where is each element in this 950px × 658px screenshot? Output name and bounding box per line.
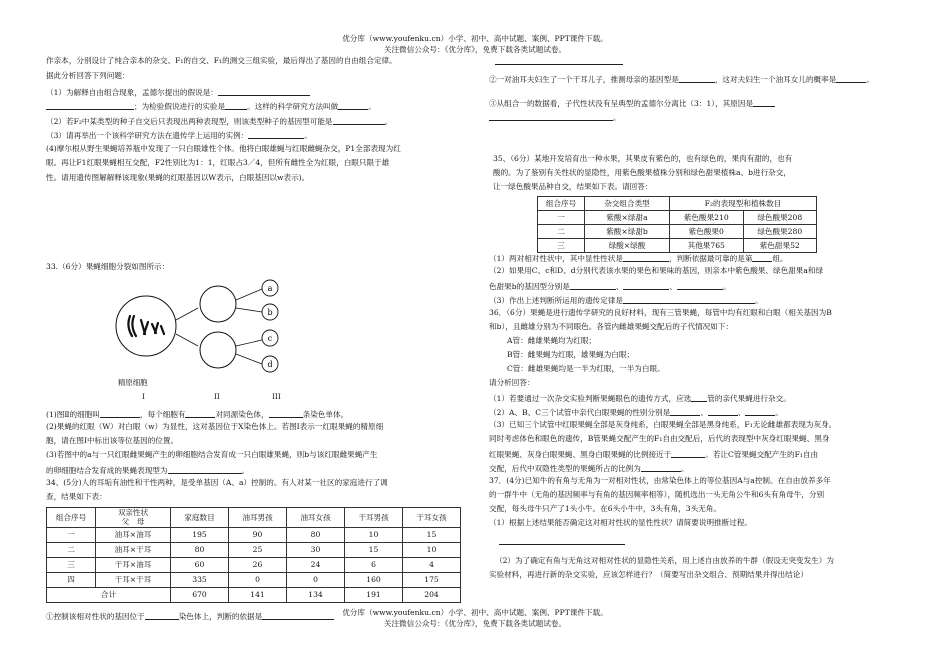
q36-3-text-d: 。若让C管果蝇交配产生的F₁自由	[705, 450, 819, 459]
q33-1-text-c: 对同源染色体，	[215, 410, 269, 419]
q36-3-text-e: 交配，后代中双隐性类型的果蝇所占的比例为	[489, 464, 641, 473]
question-32-1	[46, 86, 310, 99]
question-36-tube-c: C管：雌雄果蝇均是一半为红眼，一半为白眼。	[507, 364, 665, 373]
table-cell: 134	[287, 587, 345, 602]
answer-blank	[168, 464, 242, 474]
answer-blank	[641, 462, 681, 472]
answer-blank	[671, 448, 705, 458]
cell-division-figure	[112, 278, 372, 388]
table-header-row	[538, 197, 817, 211]
question-36-line-1: 36．（6分）果蝇是进行遗传学研究的良好材料，现有三管果蝇，每管中均有红眼和白眼（相关基因为B	[489, 308, 832, 317]
table-cell: 10	[345, 527, 403, 542]
question-34-line-2: 查，结果如下表：	[46, 492, 107, 501]
table-cell: 26	[229, 557, 287, 572]
q34-2-end: 。	[866, 75, 874, 84]
question-34-3-cont	[489, 111, 621, 124]
stage-label-3: III	[272, 392, 281, 401]
fruit-cross-table	[537, 196, 817, 253]
answer-blank	[708, 406, 738, 416]
arrow-line	[236, 289, 262, 300]
table-row	[47, 572, 461, 587]
question-32-4-line-3: 性。请用遗传图解解释该现象(果蝇的红眼基因以W表示，白眼基因以w表示)。	[46, 173, 310, 182]
table-cell: 335	[171, 572, 229, 587]
answer-blank	[836, 73, 866, 83]
header-line-1: 优分库（www.youfenku.cn）小学、初中、高中试题、案例、PPT课件下载。	[342, 34, 608, 43]
arrow-line	[236, 308, 262, 312]
answer-blank	[677, 280, 723, 290]
q34-2-text-a: ②一对油耳夫妇生了一个干耳儿子，推测母亲的基因型是	[489, 75, 679, 84]
table-cell: 4	[403, 557, 461, 572]
question-33-1	[46, 408, 348, 421]
table-cell: 15	[345, 542, 403, 557]
table-header-row	[47, 508, 461, 528]
table-header-cell: 油耳男孩	[229, 508, 287, 528]
q34-1-text-b: 染色体上，判断的依据是	[178, 612, 263, 621]
footer-line-2: 关注微信公众号：《优分库》，免费下载各类试题试卷。	[383, 618, 567, 628]
answer-blank	[670, 406, 700, 416]
secondary-cell-top	[200, 286, 236, 322]
table-cell: 干耳×油耳	[96, 557, 171, 572]
q32-3-text: （3）请再举出一个该科学研究方法在遗传学上运用的实例：	[46, 131, 249, 140]
answer-blank	[623, 294, 755, 304]
table-cell: 175	[403, 572, 461, 587]
answer-blank	[100, 408, 140, 418]
table-total-row	[47, 587, 461, 602]
answer-blank	[225, 100, 247, 110]
table-cell: 干耳×干耳	[96, 572, 171, 587]
table-cell: 191	[345, 587, 403, 602]
q32-1-text-c: 。这样的科学研究方法叫做	[247, 102, 339, 111]
answer-blank	[753, 97, 775, 107]
header-parents-line-2: 父 母	[121, 517, 145, 527]
q34-1-text-a: ①控制该相对性状的基因位于	[46, 612, 145, 621]
table-cell: 24	[287, 557, 345, 572]
answer-blank	[46, 100, 134, 110]
table-cell: 25	[229, 542, 287, 557]
table-header-cell	[96, 508, 171, 528]
table-cell: 其他果765	[670, 239, 744, 253]
question-36-line-2: 和b），且雌雄分别为不同眼色。各管内雌雄果蝇交配后的子代情况如下：	[489, 322, 734, 331]
table-row	[538, 225, 817, 239]
question-36-ask: 请分析回答：	[489, 378, 535, 387]
q34-3-text: ③从组合一的数据看，子代性状没有呈典型的孟德尔分离比（3：1），其原因是	[489, 99, 754, 108]
table-cell: 204	[403, 587, 461, 602]
q33-1-text-b: ，每个细胞有	[139, 410, 186, 419]
table-cell: 0	[229, 572, 287, 587]
question-36-tube-b: B管：雌果蝇为红眼，雄果蝇为白眼；	[507, 350, 635, 359]
table-cell: 30	[287, 542, 345, 557]
table-header-cell: 油耳女孩	[287, 508, 345, 528]
table-header-cell: 组合序号	[47, 508, 96, 528]
question-33-title: 33.（6分）果蝇细胞分裂如图所示：	[46, 262, 170, 271]
q32-1-end: 。	[368, 102, 376, 111]
answer-line	[495, 64, 623, 65]
question-37-2-line-2: 实验材料，再进行新的杂交实验，应该怎样进行？（简要写出杂交组合、预期结果并得出结论）	[489, 570, 808, 579]
table-cell: 紫酸×绿甜b	[585, 225, 670, 239]
stage-label-1: I	[142, 392, 145, 401]
table-cell: 90	[229, 527, 287, 542]
table-cell: 10	[403, 542, 461, 557]
q32-2-text: （2）若F₂中某类型的种子自交后只表现出两种表现型，则该类型种子的基因型可能是	[46, 117, 333, 126]
q35-1-end: 组。	[772, 254, 788, 263]
q32-1-text: （1）为解释自由组合现象，孟德尔提出的假说是：	[46, 88, 218, 97]
answer-blank	[623, 280, 669, 290]
table-cell: 160	[345, 572, 403, 587]
table-row	[47, 527, 461, 542]
q34-3-end: 。	[613, 113, 621, 122]
question-35-2-line-2: 色甜果b的基因型分别是 、 、 。	[489, 282, 731, 291]
table-header-cell: F₂的表现型和植株数目	[670, 197, 817, 211]
table-cell: 合计	[47, 587, 171, 602]
table-cell: 紫色酸果210	[670, 211, 744, 225]
question-33-3-line-1: (3)若图中的a与一只红眼雌果蝇产生的卵细胞结合发育成一只白眼雄果蝇，则b与该红眼雌果蝇产生	[46, 450, 378, 459]
table-cell: 一	[47, 527, 96, 542]
table-cell: 一	[538, 211, 585, 225]
table-header-cell: 杂交组合类型	[585, 197, 670, 211]
table-header-cell: 干耳男孩	[345, 508, 403, 528]
answer-blank	[269, 408, 303, 418]
q35-3-text: （3）作出上述判断所运用的遗传定律是	[489, 296, 623, 305]
question-36-3-line-4	[489, 462, 688, 475]
table-header-cell: 家庭数目	[171, 508, 229, 528]
answer-blank	[489, 111, 613, 121]
question-35-3: （3）作出上述判断所运用的遗传定律是 。	[489, 296, 763, 305]
question-35-1	[489, 252, 788, 265]
table-cell: 三	[538, 239, 585, 253]
question-34-2	[489, 73, 874, 86]
table-cell: 二	[538, 225, 585, 239]
q32-3-end: 。	[304, 131, 312, 140]
question-36-tube-a: A管：雌雄果蝇均为红眼；	[507, 336, 597, 345]
question-35-2-line-1: （2）如果用C、c和D、d分别代表该水果的果色和果味的基因，则亲本中紫色酸果、绿色甜果a和绿	[489, 266, 824, 275]
table-cell: 油耳×油耳	[96, 527, 171, 542]
question-32-1-cont	[46, 100, 376, 113]
q36-2-text: （2）A、B、C三个试管中亲代白眼果蝇的性别分别是	[489, 408, 671, 417]
page-footer	[0, 608, 950, 629]
table-cell: 紫色酸果0	[670, 225, 744, 239]
arrow-line	[176, 334, 198, 346]
q33-1-text-a: (1)图Ⅱ的细胞叫	[46, 410, 100, 419]
question-33-2-line-1: (2)果蝇的红眼（W）对白眼（w）为显性，这对基因位于X染色体上。若图Ⅰ表示一红眼果蝇的精原细	[46, 422, 384, 431]
question-32-4-line-2: 眼。再让F1红眼果蝇相互交配，F2性别比为1：1，红眼占3／4，但所有雌性全为红眼，白眼只限于雄	[46, 158, 390, 167]
q36-1-text-b: 管的亲代果蝇进行杂交。	[707, 394, 791, 403]
question-33-2-line-2: 胞，请在图Ⅰ中标出该等位基因的位置。	[46, 436, 179, 445]
table-cell: 紫酸×绿甜a	[585, 211, 670, 225]
table-cell: 油耳×干耳	[96, 542, 171, 557]
question-33-3-line-2	[46, 464, 249, 477]
label-a: a	[267, 284, 273, 293]
table-cell: 三	[47, 557, 96, 572]
chromosomes-icon	[128, 316, 164, 336]
q33-1-text-d: 条染色单体。	[302, 410, 349, 419]
table-cell: 80	[171, 542, 229, 557]
q35-1-text-b: ，判断依据最可靠的是第	[668, 254, 753, 263]
question-36-3-line-2: 同时考虑体色和眼色的遗传，B管果蝇交配产生的F₁自由交配后，后代的表现型中灰身红眼果蝇、黑身	[489, 434, 830, 443]
q36-1-text-a: （1）若要通过一次杂交实验判断果蝇眼色的遗传方式，应选	[489, 394, 692, 403]
intro-line-1: 作亲本，分别设计了纯合亲本的杂交、F₁的自交、F₁的测交三组实验，最后得出了基因的自由组合定律。	[46, 56, 397, 65]
question-37-line-1: 37．(4分)已知牛的有角与无角为一对相对性状，由常染色体上的等位基因A与a控制。在自由放养多年	[489, 476, 831, 485]
question-37-line-3: 交配，每头母牛只产了1头小牛。在6头小牛中，3头有角，3头无角。	[489, 504, 721, 513]
q35-2-text: 色甜果b的基因型分别是	[489, 282, 570, 291]
header-line-2: 关注微信公众号：《优分库》，免费下载各类试题试卷。	[383, 44, 567, 54]
arrow-line	[236, 340, 262, 346]
q36-3-end: 。	[680, 464, 689, 473]
q32-2-end: 。	[384, 117, 393, 126]
question-37-2-line-1: （2）为了确定有角与无角这对相对性状的显隐性关系，用上述自由放养的牛群（假设无突变发生）为	[495, 556, 834, 565]
table-cell: 670	[171, 587, 229, 602]
table-cell: 绿色酸果208	[743, 211, 817, 225]
table-cell: 绿酸×绿酸	[585, 239, 670, 253]
q35-1-text-a: （1）两对相对性状中，其中显性性状是	[489, 254, 623, 263]
question-36-2: （2）A、B、C三个试管中亲代白眼果蝇的性别分别是 、 、 。	[489, 408, 783, 417]
spermatogonium-label: 精原细胞	[118, 378, 148, 387]
table-cell: 80	[287, 527, 345, 542]
header-parents-line-1: 双亲性状	[117, 508, 149, 517]
table-cell: 6	[345, 557, 403, 572]
question-34-line-1: 34、(5分)人的耳垢有油性和干性两种，是受单基因（A、a）控制的。有人对某一社区的家庭进行了调	[46, 478, 388, 487]
question-36-1	[489, 392, 791, 405]
question-32-4-line-1: (4)摩尔根从野生果蝇培养瓶中发现了一只白眼雄性个体。他将白眼雄蝇与红眼雌蝇杂交，P1全部表现为红	[46, 144, 401, 153]
answer-blank	[248, 129, 304, 139]
intro-line-2: 据此分析回答下列问题：	[46, 71, 130, 80]
q33-3-text: 的卵细胞结合发育成的果蝇表现型为	[46, 466, 168, 475]
table-header-cell: 干耳女孩	[403, 508, 461, 528]
table-cell: 四	[47, 572, 96, 587]
page-header	[0, 34, 950, 55]
answer-blank	[218, 86, 310, 96]
answer-blank	[570, 280, 616, 290]
arrow-line	[236, 354, 262, 364]
q32-1-text-b: ；为检验假说进行的实验是	[134, 102, 226, 111]
table-row	[538, 239, 817, 253]
ear-wax-table	[46, 507, 461, 603]
label-d: d	[267, 360, 273, 369]
table-row	[47, 557, 461, 572]
footer-line-1: 优分库（www.youfenku.cn）小学、初中、高中试题、案例、PPT课件下载。	[342, 608, 608, 617]
table-cell: 0	[287, 572, 345, 587]
arrow-line	[176, 308, 198, 320]
answer-blank	[185, 408, 215, 418]
table-cell: 15	[403, 527, 461, 542]
table-cell: 紫色甜果52	[743, 239, 817, 253]
answer-blank	[679, 73, 715, 83]
answer-line	[499, 544, 625, 545]
question-36-3-line-3	[489, 448, 818, 461]
question-36-3-line-1: （3）已知三个试管中红眼果蝇全部是灰身纯系，白眼果蝇全部是黑身纯系，F₁无论雌雄都表现为灰身。	[489, 420, 837, 429]
table-cell: 60	[171, 557, 229, 572]
table-row	[47, 542, 461, 557]
question-35-line-1: 35、（6分）某地开发培育出一种水果，其果皮有紫色的，也有绿色的，果肉有甜的，也有	[493, 154, 793, 163]
answer-blank	[691, 392, 707, 402]
label-c: c	[267, 334, 273, 343]
table-cell: 二	[47, 542, 96, 557]
answer-blank	[338, 100, 368, 110]
question-35-line-3: 让一绿色酸果品种自交，结果如下表。请回答：	[493, 182, 653, 191]
q33-3-end: 。	[241, 466, 250, 475]
question-37-1: （1）根据上述结果能否确定这对相对性状的显性性状？请简要说明推断过程。	[489, 518, 753, 527]
table-cell: 195	[171, 527, 229, 542]
question-37-line-2: 的一群牛中（无角的基因频率与有角的基因频率相等），随机选出一头无角公牛和6头有角母牛，分别	[489, 490, 825, 499]
label-b: b	[267, 308, 273, 317]
question-32-2	[46, 115, 392, 128]
table-cell: 141	[229, 587, 287, 602]
secondary-cell-bottom	[200, 332, 236, 368]
question-34-3	[489, 97, 775, 110]
answer-blank	[623, 252, 669, 262]
q36-3-text-c: 红眼果蝇、灰身白眼果蝇、黑身白眼果蝇的比例接近于	[489, 450, 672, 459]
q34-2-text-b: ，这对夫妇生一个油耳女儿的概率是	[714, 75, 837, 84]
answer-blank	[333, 115, 385, 125]
answer-blank	[745, 406, 775, 416]
question-32-3	[46, 129, 312, 142]
stage-label-2: II	[214, 392, 220, 401]
table-cell: 绿色酸果280	[743, 225, 817, 239]
question-35-line-2: 酸的。为了鉴别有关性状的显隐性，用紫色酸果植株分别和绿色甜果植株a、b进行杂交，	[493, 168, 791, 177]
table-header-cell: 组合序号	[538, 197, 585, 211]
answer-blank	[752, 252, 772, 262]
table-row	[538, 211, 817, 225]
